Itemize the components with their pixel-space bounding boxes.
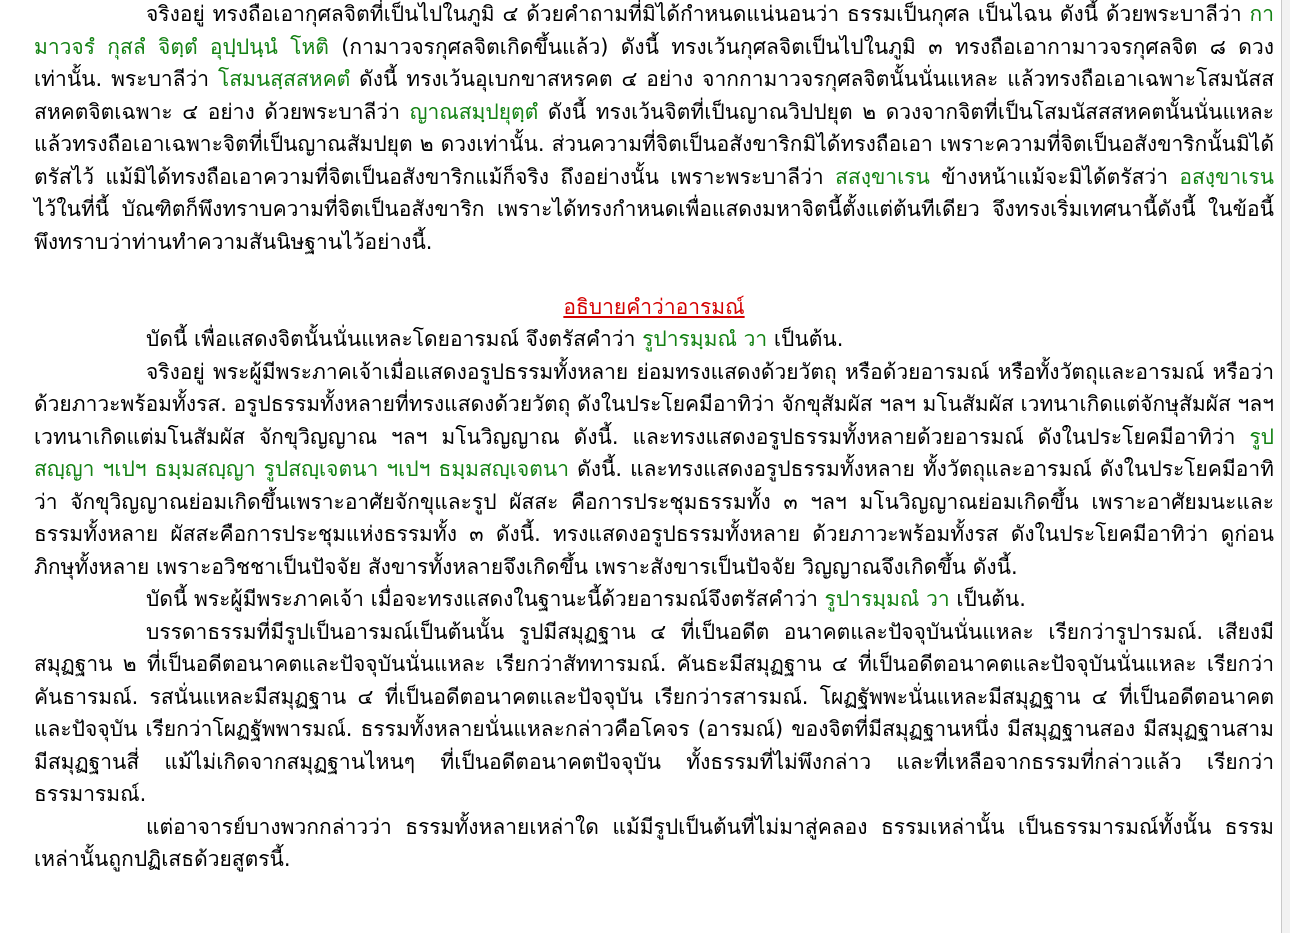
paragraph-text: แต่อาจารย์บางพวกกล่าวว่า ธรรมทั้งหลายเหล่าใด แม้มีรูปเป็นต้นที่ไม่มาสู่คลอง ธรรมเหล่านั้น เป็นธรรมารมณ์ทั้งนั้น ธรรมเหล่านั้นถูกปฏิเสธด้วยสูตรนี้. — [34, 814, 1274, 871]
paragraph-text: ไว้ในที่นี้ บัณฑิตก็พึงทราบความที่จิตเป็นอสังขาริก เพราะได้ทรงกำหนดเพื่อแสดงมหาจิตนี้ตั้งแต่ต้นทีเดียว จึงทรงเริ่มเทศนานี้ดังนี้ ในข้อนี้ พึงทราบว่าท่านทำความสันนิษฐานไว้อย่างนี้. — [34, 197, 1274, 254]
scrollbar-edge[interactable] — [1281, 0, 1290, 933]
paragraph-text: บรรดาธรรมที่มีรูปเป็นอารมณ์เป็นต้นนั้น รูปมีสมุฏฐาน ๔ ที่เป็นอดีต อนาคตและปัจจุบันนั่นแหละ เรียกว่ารูปารมณ์. เสียงมีสมุฏฐาน ๒ ที่เป็นอดีตอนาคตและปัจจุบันนั่นแหละ เรียกว่าสัททารมณ์. คันธะมีสมุฏฐาน ๔ ที่เป็นอดีตอนาคตและปัจจุบันนั่นแหละ เรียกว่าคันธารมณ์. รสนั่นแหละมีสมุฏฐาน ๔ ที่เป็นอดีตอนาคตและปัจจุบัน เรียกว่ารสารมณ์. โผฏฐัพพะนั่นแหละมีสมุฏฐาน ๔ ที่เป็นอดีตอนาคตและปัจจุบัน เรียกว่าโผฏฐัพพารมณ์. ธรรมทั้งหลายนั่นแหละกล่าวคือโคจร (อารมณ์) ของจิตที่มีสมุฏฐานหนึ่ง มีสมุฏฐานสอง มีสมุฏฐานสาม มีสมุฏฐานสี่ แม้ไม่เกิดจากสมุฏฐานไหนๆ ที่เป็นอดีตอนาคตปัจจุบัน ทั้งธรรมที่ไม่พึงกล่าว และที่เหลือจากธรรมที่กล่าวแล้ว เรียกว่าธรรมารมณ์. — [34, 619, 1274, 806]
paragraph-text: ดังนี้ ทรงเว้นอุเบกขาสหรคต ๔ อย่าง จากกามาวจรกุศลจิตนั้นนั่นแหละ แล้วทรงถือเอาเฉพาะโสมนัสสสหคตจิตเฉพาะ ๔ อย่าง ด้วยพระบาลีว่า — [34, 67, 1275, 124]
paragraph-1 — [34, 0, 1274, 258]
paragraph-text: (กามาวจรกุศลจิตเกิดขึ้นแล้ว) ดังนี้ ทรงเว้นกุศลจิตเป็นไปในภูมิ ๓ ทรงถือเอากามาวจรกุศลจิต ๘ ดวงเท่านั้น. พระบาลีว่า — [34, 34, 1274, 91]
paragraph-text: ดังนี้ ทรงเว้นจิตที่เป็นญาณวิปปยุต ๒ ดวงจากจิตที่เป็นโสมนัสสสหคตนั้นนั่นแหละ แล้วทรงถือเอาเฉพาะจิตที่เป็นญาณสัมปยุต ๒ ดวงเท่านั้น. ส่วนความที่จิตเป็นอสังขาริกมิได้ทรงถือเอา เพราะความที่จิตเป็นอสังขาริกนั้นมิได้ตรัสไว้ แม้มิได้ทรงถือเอาความที่จิตเป็นอสังขาริกแม้ก็จริง ถึงอย่างนั้น เพราะพระบาลีว่า — [34, 99, 1274, 189]
paragraph-text: บัดนี้ พระผู้มีพระภาคเจ้า เมื่อจะทรงแสดงในฐานะนี้ด้วยอารมณ์จึงตรัสคำว่า — [146, 587, 825, 611]
section-heading: อธิบายคำว่าอารมณ์ — [563, 294, 745, 319]
paragraph-text: จริงอยู่ ทรงถือเอากุศลจิตที่เป็นไปในภูมิ ๔ ด้วยคำถามที่มิได้กำหนดแน่นอนว่า ธรรมเป็นกุศล เป็นไฉน ดังนี้ ด้วยพระบาลีว่า — [146, 2, 1250, 26]
paragraph-5 — [34, 616, 1274, 811]
paragraph-4 — [34, 583, 1274, 616]
pali-quote: อสงฺขาเรน — [1179, 164, 1274, 189]
document-text — [34, 0, 1274, 876]
paragraph-text: บัดนี้ เพื่อแสดงจิตนั้นนั่นแหละโดยอารมณ์ จึงตรัสคำว่า — [146, 327, 643, 351]
pali-quote: ญาณสมฺปยุตฺตํ — [409, 99, 539, 124]
paragraph-3 — [34, 356, 1274, 584]
paragraph-text: ดังนี้. และทรงแสดงอรูปธรรมทั้งหลาย ทั้งวัตถุและอารมณ์ ดังในประโยคมีอาทิว่า จักขุวิญญาณย่อมเกิดขึ้นเพราะอาศัยจักขุและรูป ผัสสะ คือการประชุมธรรมทั้ง ๓ ฯลฯ มโนวิญญาณย่อมเกิดขึ้น เพราะอาศัยมนะและธรรมทั้งหลาย ผัสสะคือการประชุมแห่งธรรมทั้ง ๓ ดังนี้. ทรงแสดงอรูปธรรมทั้งหลาย ด้วยภาวะพร้อมทั้งรส ดังในประโยคมีอาทิว่า ดูก่อนภิกษุทั้งหลาย เพราะอวิชชาเป็นปัจจัย สังขารทั้งหลายจึงเกิดขึ้น เพราะสังขารเป็นปัจจัย วิญญาณจึงเกิดขึ้น ดังนี้. — [34, 457, 1274, 579]
pali-quote: โสมนสฺสสหคตํ — [217, 67, 351, 91]
paragraph-6 — [34, 811, 1274, 876]
paragraph-text: เป็นต้น. — [767, 327, 844, 351]
blank-line — [34, 258, 1274, 291]
paragraph-text: เป็นต้น. — [949, 587, 1026, 611]
paragraph-text: ข้างหน้าแม้จะมิได้ตรัสว่า — [929, 164, 1180, 189]
paragraph-2 — [34, 323, 1274, 356]
pali-quote: รูปสญฺญา ฯเปฯ ธมฺมสญฺญา รูปสญฺเจตนา ฯเปฯ ธมฺมสญฺเจตนา — [34, 424, 1274, 481]
pali-quote: สสงฺขาเรน — [835, 164, 930, 189]
pali-quote: กามาวจรํ กุสลํ จิตฺตํ อุปฺปนฺนํ โหติ — [34, 2, 1274, 59]
pali-quote: รูปารมฺมณํ วา — [824, 587, 950, 611]
pali-quote: รูปารมฺมณํ วา — [642, 327, 768, 351]
paragraph-text: จริงอยู่ พระผู้มีพระภาคเจ้าเมื่อแสดงอรูปธรรมทั้งหลาย ย่อมทรงแสดงด้วยวัตถุ หรือด้วยอารมณ์ หรือทั้งวัตถุและอารมณ์ หรือว่าด้วยภาวะพร้อมทั้งรส. อรูปธรรมทั้งหลายที่ทรงแสดงด้วยวัตถุ ดังในประโยคมีอาทิว่า จักขุสัมผัส ฯลฯ มโนสัมผัส เวทนาเกิดแต่จักษุสัมผัส ฯลฯ เวทนาเกิดแต่มโนสัมผัส จักขุวิญญาณ ฯลฯ มโนวิญญาณ ดังนี้. และทรงแสดงอรูปธรรมทั้งหลายด้วยอารมณ์ ดังในประโยคมีอาทิว่า — [34, 359, 1274, 449]
